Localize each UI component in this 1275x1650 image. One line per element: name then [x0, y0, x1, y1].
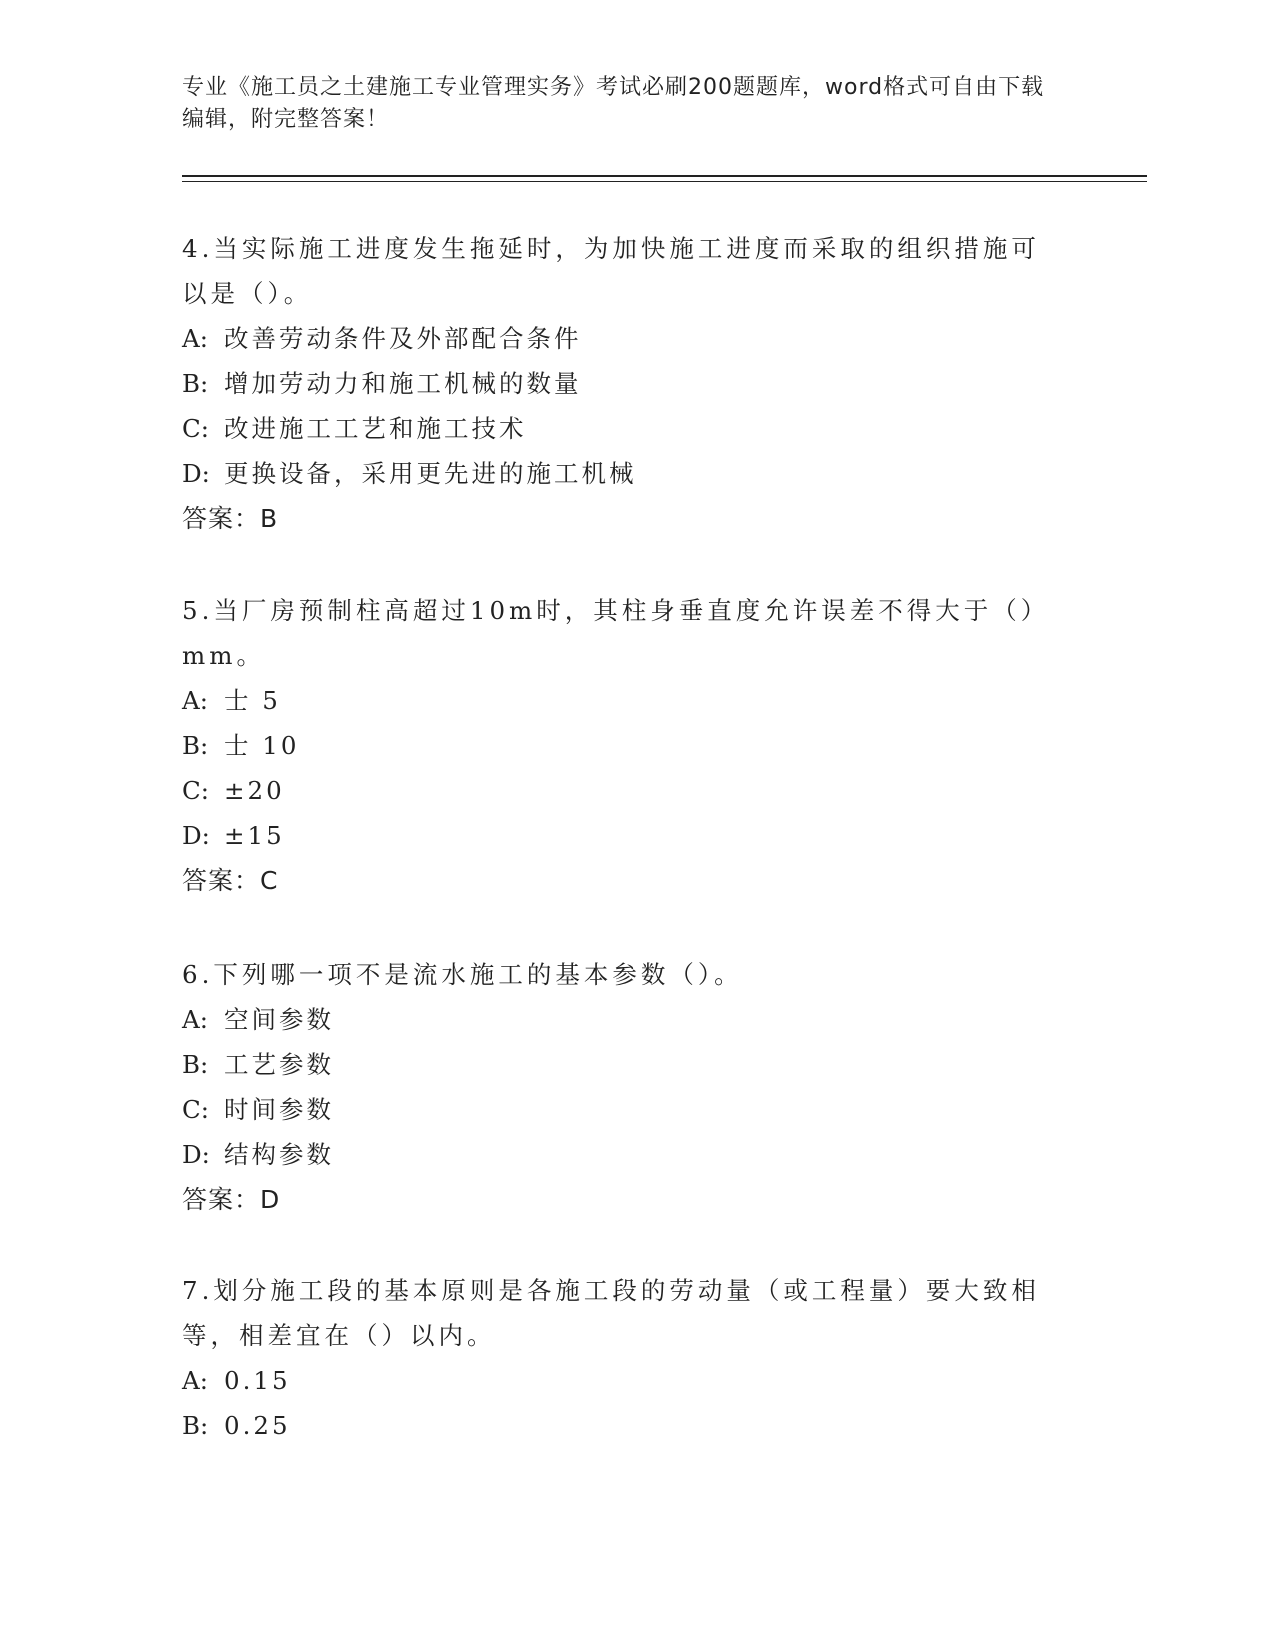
- option-letter: B:: [182, 731, 209, 760]
- option-letter: D:: [182, 459, 210, 488]
- option-d: [182, 813, 1062, 858]
- option-text: 空间参数: [224, 1005, 334, 1034]
- option-a: [182, 997, 1062, 1042]
- option-letter: A:: [182, 1005, 208, 1034]
- answer: 答案：B: [182, 504, 279, 533]
- option-c: [182, 768, 1062, 813]
- question-text: 4.当实际施工进度发生拖延时，为加快施工进度而采取的组织措施可以是（）。: [182, 234, 1040, 308]
- question-7: [182, 1268, 1062, 1448]
- option-text: 时间参数: [224, 1095, 334, 1124]
- question-6: [182, 952, 1062, 1222]
- option-c: [182, 406, 1062, 451]
- option-text: 士 10: [224, 731, 300, 760]
- option-letter: A:: [182, 324, 208, 353]
- option-text: 更换设备，采用更先进的施工机械: [224, 459, 637, 488]
- option-d: [182, 451, 1062, 496]
- option-letter: B:: [182, 1411, 209, 1440]
- option-text: 0.15: [224, 1366, 291, 1395]
- question-4: [182, 226, 1062, 541]
- question-text: 5.当厂房预制柱高超过10m时，其柱身垂直度允许误差不得大于（）mm。: [182, 596, 1050, 670]
- option-c: [182, 1087, 1062, 1132]
- answer: 答案：C: [182, 866, 279, 895]
- option-b: [182, 361, 1062, 406]
- option-b: [182, 1403, 1062, 1448]
- option-text: 士 5: [224, 686, 281, 715]
- header-rule-thin: [182, 181, 1147, 182]
- option-b: [182, 1042, 1062, 1087]
- header-rule-thick: [182, 175, 1147, 177]
- document-header: 专业《施工员之土建施工专业管理实务》考试必刷200题题库，word格式可自由下载编辑，附完整答案！: [182, 75, 1045, 132]
- question-text: 6.下列哪一项不是流水施工的基本参数（）。: [182, 960, 743, 989]
- option-letter: D:: [182, 821, 210, 850]
- option-text: 工艺参数: [224, 1050, 334, 1079]
- option-text: 结构参数: [224, 1140, 334, 1169]
- option-b: [182, 723, 1062, 768]
- question-text: 7.划分施工段的基本原则是各施工段的劳动量（或工程量）要大致相等，相差宜在（）以内。: [182, 1276, 1040, 1350]
- option-letter: C:: [182, 1095, 210, 1124]
- option-a: [182, 1358, 1062, 1403]
- option-letter: B:: [182, 1050, 209, 1079]
- option-text: 0.25: [224, 1411, 291, 1440]
- option-a: [182, 316, 1062, 361]
- question-5: [182, 588, 1062, 903]
- option-a: [182, 678, 1062, 723]
- answer: 答案：D: [182, 1185, 281, 1214]
- option-letter: D:: [182, 1140, 210, 1169]
- option-text: ±15: [224, 821, 285, 850]
- option-letter: C:: [182, 414, 210, 443]
- option-letter: A:: [182, 1366, 208, 1395]
- option-text: 改善劳动条件及外部配合条件: [224, 324, 582, 353]
- option-letter: A:: [182, 686, 208, 715]
- option-d: [182, 1132, 1062, 1177]
- option-text: 改进施工工艺和施工技术: [224, 414, 527, 443]
- option-letter: B:: [182, 369, 209, 398]
- option-letter: C:: [182, 776, 210, 805]
- option-text: 增加劳动力和施工机械的数量: [224, 369, 582, 398]
- option-text: ±20: [224, 776, 285, 805]
